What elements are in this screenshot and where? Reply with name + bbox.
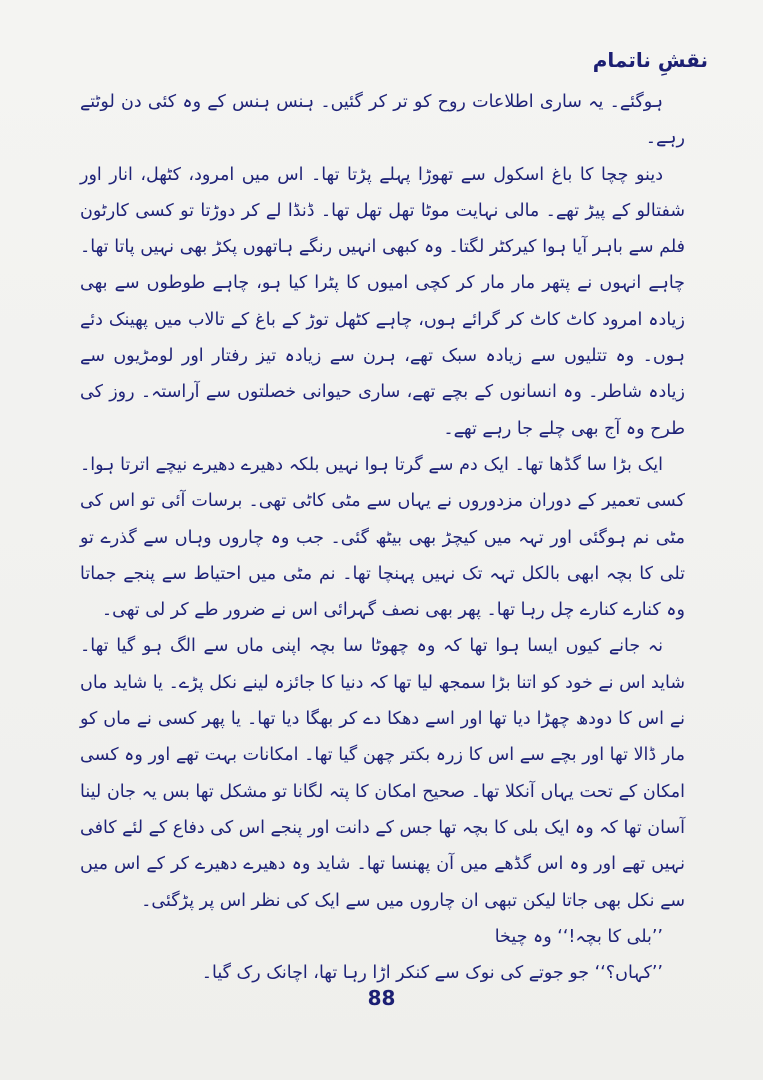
page-body-text <box>80 84 685 991</box>
dialogue-line: ’’بلی کا بچہ!‘‘ وہ چیخا <box>494 926 663 947</box>
dialogue-line: ’’کہاں؟‘‘ جو جوتے کی نوک سے کنکر اڑا رہا تھا، اچانک رک گیا۔ <box>201 963 663 984</box>
running-header-title: نقشِ ناتمام <box>592 48 708 72</box>
paragraph: دینو چچا کا باغ اسکول سے تھوڑا پہلے پڑتا تھا۔ اس میں امرود، کٹھل، انار اور شفتالو کے پیڑ تھے۔ مالی نہایت موٹا تھل تھل تھا۔ ڈنڈا لے کر دوڑتا تو کسی کارٹون فلم سے باہر آیا ہوا کیرکٹر لگتا۔ وہ کبھی انہیں رنگے ہاتھوں پکڑ بھی نہیں پاتا تھا۔ چاہے انہوں نے پتھر مار مار کر کچی امیوں کا پٹرا کیا ہو، چاہے طوطوں سے بھی زیادہ امرود کاٹ کاٹ کر گرائے ہوں، چاہے کٹھل توڑ کے باغ کے تالاب میں پھینک دئے ہوں۔ وہ تتلیوں سے زیادہ سبک تھے، ہرن سے زیادہ تیز رفتار اور لومڑیوں سے زیادہ شاطر۔ وہ انسانوں کے بچے تھے، ساری حیوانی خصلتوں سے آراستہ۔ روز کی طرح وہ آج بھی چلے جا رہے تھے۔ <box>80 164 685 439</box>
paragraph: ہوگئے۔ یہ ساری اطلاعات روح کو تر کر گئیں۔ ہنس ہنس کے وہ کئی دن لوٹتے رہے۔ <box>80 92 685 149</box>
paragraph: ایک بڑا سا گڈھا تھا۔ ایک دم سے گرتا ہوا نہیں بلکہ دھیرے دھیرے نیچے اترتا ہوا۔ کسی تعمیر کے دوران مزدوروں نے یہاں سے مٹی کاٹی تھی۔ برسات آئی تو اس کی مٹی نم ہوگئی اور تہہ میں کیچڑ بھی بیٹھ گئی۔ جب وہ چاروں وہاں سے گذرے تو تلی کا بچہ ابھی بالکل تہہ تک نہیں پہنچا تھا۔ نم مٹی میں احتیاط سے پنجے جماتا وہ کنارے کنارے چل رہا تھا۔ پھر بھی نصف گہرائی اس نے ضرور طے کر لی تھی۔ <box>80 454 685 621</box>
page-number: 88 <box>367 986 396 1010</box>
paragraph: نہ جانے کیوں ایسا ہوا تھا کہ وہ چھوٹا سا بچہ اپنی ماں سے الگ ہو گیا تھا۔ شاید اس نے خود کو اتنا بڑا سمجھ لیا تھا کہ دنیا کا جائزہ لینے نکل پڑے۔ یا شاید ماں نے اس کا دودھ چھڑا دیا تھا اور اسے دھکا دے کر بھگا دیا تھا۔ یا پھر کسی نے ماں کو مار ڈالا تھا اور بچے سے اس کا زرہ بکتر چھن گیا تھا۔ امکانات بہت تھے اور وہ کسی امکان کے تحت یہاں آنکلا تھا۔ صحیح امکان کا پتہ لگانا تو مشکل تھا بس یہ جان لینا آسان تھا کہ وہ ایک بلی کا بچہ تھا جس کے دانت اور پنجے اس کی دفاع کے لئے کافی نہیں تھے اور وہ اس گڈھے میں آن پھنسا تھا۔ شاید وہ دھیرے دھیرے کر کے اس میں سے نکل بھی جاتا لیکن تبھی ان چاروں میں سے ایک کی نظر اس پر پڑگئی۔ <box>80 636 685 911</box>
